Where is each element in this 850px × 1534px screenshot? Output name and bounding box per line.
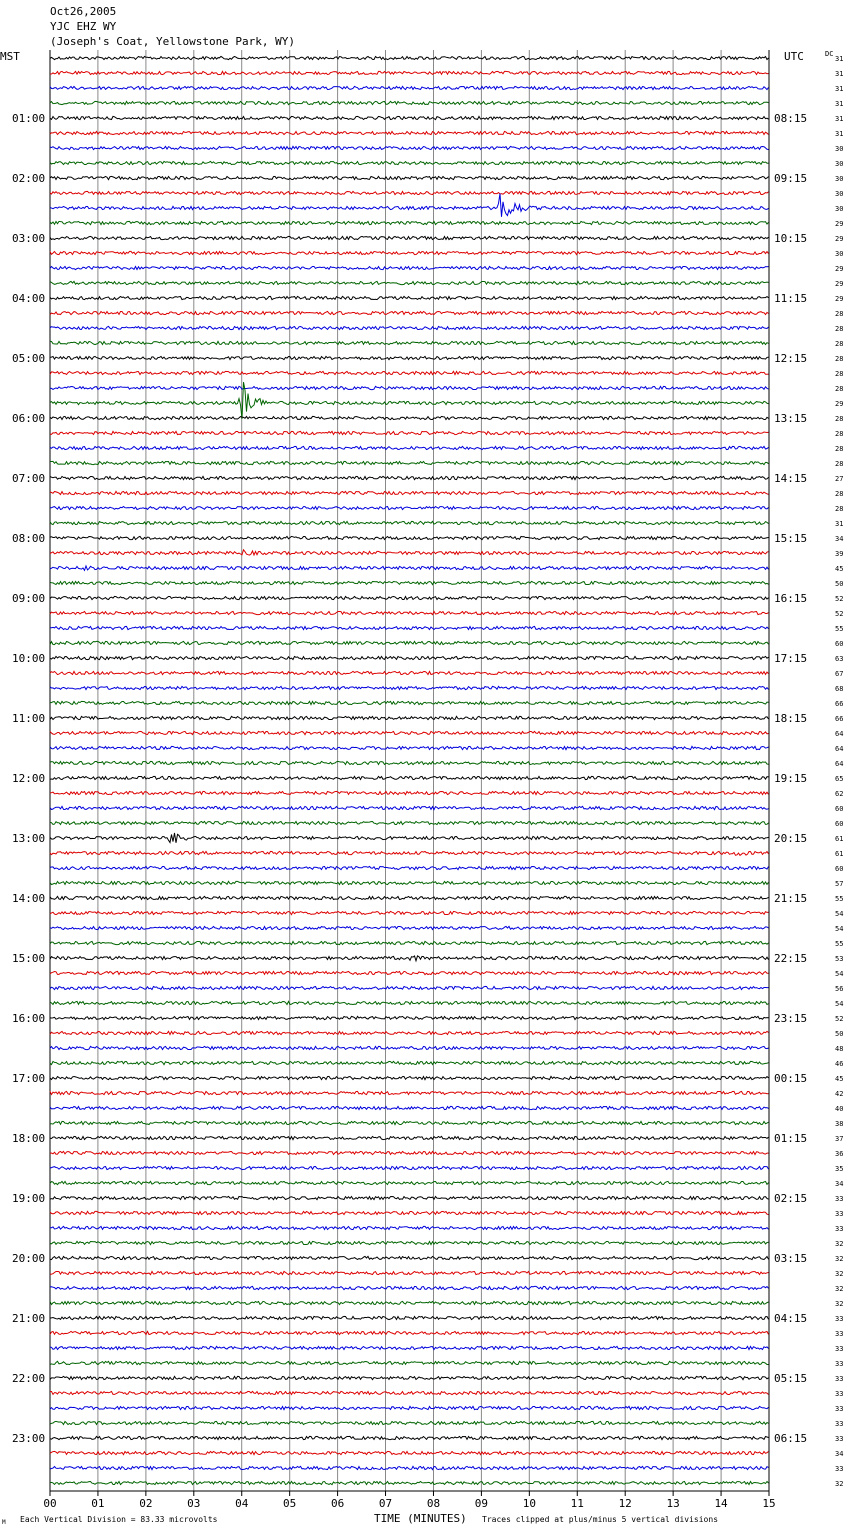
trace-50 [50,791,769,794]
scale-note: Each Vertical Division = 83.33 microvolts [20,1515,218,1524]
trace-35 [50,566,769,570]
trace-58 [50,911,769,914]
dc-value: 32 [835,1270,844,1278]
trace-78 [50,1211,769,1214]
trace-34 [50,550,769,555]
dc-value: 60 [835,820,844,828]
dc-value: 33 [835,1345,844,1353]
trace-46 [50,731,769,734]
x-tick-label: 12 [618,1497,632,1510]
trace-41 [50,656,769,659]
x-tick-label: 15 [762,1497,776,1510]
right-hour-label: 19:15 [774,772,808,785]
trace-39 [50,626,769,629]
dc-value: 37 [835,1135,844,1143]
dc-value: 33 [835,1225,844,1233]
dc-value: 28 [835,460,844,468]
trace-1 [50,56,769,59]
x-tick-label: 03 [187,1497,201,1510]
dc-value: 53 [835,955,844,963]
dc-value: 34 [835,1450,844,1458]
right-hour-label: 09:15 [774,172,808,185]
dc-value: 32 [835,1240,844,1248]
trace-12 [50,221,769,224]
trace-94 [50,1451,769,1454]
dc-value: 45 [835,1075,844,1083]
trace-54 [50,851,769,855]
left-hour-label: 21:00 [12,1312,46,1325]
dc-value: 48 [835,1045,844,1053]
dc-value: 35 [835,1165,844,1173]
x-tick-label: 01 [91,1497,105,1510]
dc-value: 28 [835,370,844,378]
trace-14 [50,251,769,254]
right-hour-label: 23:15 [774,1012,808,1025]
left-hour-label: 18:00 [12,1132,46,1145]
left-hour-label: 13:00 [12,832,46,845]
dc-value: 61 [835,835,844,843]
dc-value: 30 [835,205,844,213]
dc-value: 32 [835,1255,844,1263]
trace-18 [50,311,769,314]
dc-value: 33 [835,1405,844,1413]
dc-value: 29 [835,280,844,288]
dc-value: 29 [835,400,844,408]
right-hour-label: 18:15 [774,712,808,725]
x-tick-label: 10 [522,1497,536,1510]
right-hour-label: 16:15 [774,592,808,605]
dc-value: 56 [835,985,844,993]
dc-value: 50 [835,580,844,588]
left-hour-label: 23:00 [12,1432,46,1445]
right-hour-label: 06:15 [774,1432,808,1445]
dc-value: 28 [835,355,844,363]
dc-value: 60 [835,805,844,813]
trace-15 [50,266,769,269]
station-code: YJC EHZ WY [50,20,117,33]
x-tick-label: 02 [139,1497,153,1510]
trace-64 [50,1001,769,1004]
trace-20 [50,341,769,344]
left-hour-label: 14:00 [12,892,46,905]
dc-value: 29 [835,265,844,273]
dc-value: 60 [835,640,844,648]
trace-65 [50,1016,769,1019]
dc-value: 67 [835,670,844,678]
trace-91 [50,1406,769,1409]
x-tick-label: 00 [43,1497,57,1510]
trace-93 [50,1436,769,1439]
trace-61 [50,956,769,961]
trace-23 [50,386,769,389]
dc-value: 52 [835,610,844,618]
x-tick-label: 09 [474,1497,489,1510]
dc-value: 28 [835,505,844,513]
trace-82 [50,1271,769,1274]
right-axis-title: UTC [784,50,804,63]
right-hour-label: 10:15 [774,232,808,245]
dc-value: 31 [835,115,844,123]
dc-value: 54 [835,1000,844,1008]
dc-value: 54 [835,910,844,918]
trace-26 [50,431,769,434]
dc-value: 33 [835,1420,844,1428]
trace-53 [50,833,769,843]
trace-32 [50,521,769,524]
dc-value: 33 [835,1375,844,1383]
trace-66 [50,1031,769,1034]
trace-38 [50,611,769,614]
dc-value: 55 [835,940,844,948]
right-hour-labels [774,112,807,1445]
left-hour-label: 02:00 [12,172,46,185]
corner-mark: M [2,1519,6,1526]
right-hour-label: 01:15 [774,1132,808,1145]
trace-62 [50,971,769,974]
dc-value: 31 [835,85,844,93]
dc-value: 27 [835,475,844,483]
trace-4 [50,101,769,104]
trace-96 [50,1481,769,1484]
left-hour-label: 03:00 [12,232,46,245]
trace-68 [50,1061,769,1064]
left-hour-label: 10:00 [12,652,46,665]
dc-value: 63 [835,655,844,663]
dc-value: 33 [835,1435,844,1443]
trace-22 [50,371,769,374]
dc-value: 29 [835,220,844,228]
left-hour-label: 16:00 [12,1012,46,1025]
trace-90 [50,1391,769,1394]
time-axis [43,1491,775,1510]
left-hour-label: 08:00 [12,532,46,545]
x-tick-label: 06 [330,1497,345,1510]
trace-85 [50,1316,769,1319]
left-hour-labels [12,112,45,1445]
dc-value: 52 [835,1015,844,1023]
right-hour-label: 05:15 [774,1372,808,1385]
dc-value: 34 [835,1180,844,1188]
dc-value: 28 [835,310,844,318]
trace-56 [50,881,769,884]
dc-value: 33 [835,1195,844,1203]
trace-76 [50,1181,769,1184]
dc-value: 54 [835,925,844,933]
trace-87 [50,1346,769,1349]
dc-value: 31 [835,130,844,138]
dc-value: 28 [835,490,844,498]
dc-value: 30 [835,250,844,258]
trace-3 [50,86,769,89]
right-hour-label: 21:15 [774,892,808,905]
right-hour-label: 22:15 [774,952,808,965]
dc-value: 32 [835,1480,844,1488]
trace-2 [50,71,769,74]
dc-value: 28 [835,385,844,393]
trace-6 [50,131,769,134]
trace-80 [50,1241,769,1244]
right-hour-label: 11:15 [774,292,808,305]
dc-column-title: DC [825,50,834,58]
trace-45 [50,716,769,719]
plot-date: Oct26,2005 [50,5,117,18]
left-hour-label: 19:00 [12,1192,46,1205]
trace-75 [50,1166,769,1169]
dc-value: 31 [835,55,844,63]
dc-value: 28 [835,445,844,453]
minute-gridlines [50,50,769,1491]
dc-value: 65 [835,775,844,783]
trace-71 [50,1106,769,1109]
dc-value: 28 [835,415,844,423]
x-tick-label: 05 [283,1497,297,1510]
left-hour-label: 01:00 [12,112,46,125]
dc-value: 33 [835,1315,844,1323]
trace-10 [50,191,769,194]
trace-83 [50,1286,769,1289]
trace-37 [50,596,769,599]
trace-43 [50,686,769,689]
dc-value: 33 [835,1210,844,1218]
trace-70 [50,1091,769,1094]
trace-60 [50,941,769,944]
trace-5 [50,116,769,119]
trace-47 [50,746,769,749]
dc-value: 32 [835,1300,844,1308]
station-location: (Joseph's Coat, Yellowstone Park, WY) [50,35,296,48]
trace-21 [50,356,769,359]
x-tick-label: 11 [570,1497,584,1510]
trace-11 [50,194,769,217]
dc-value: 29 [835,235,844,243]
left-hour-label: 11:00 [12,712,46,725]
x-axis-title: TIME (MINUTES) [374,1512,467,1525]
trace-59 [50,926,769,929]
left-hour-label: 05:00 [12,352,46,365]
clip-note: Traces clipped at plus/minus 5 vertical divisions [482,1515,719,1524]
dc-value: 64 [835,745,844,753]
dc-value: 30 [835,190,844,198]
right-hour-label: 08:15 [774,112,808,125]
x-tick-label: 13 [666,1497,680,1510]
dc-value: 68 [835,685,844,693]
dc-value: 31 [835,520,844,528]
trace-25 [50,416,769,419]
trace-40 [50,641,769,644]
trace-74 [50,1151,769,1154]
dc-value: 66 [835,715,844,723]
dc-value: 34 [835,535,844,543]
trace-30 [50,491,769,494]
dc-value: 38 [835,1120,844,1128]
dc-value: 55 [835,625,844,633]
dc-value: 57 [835,880,844,888]
trace-84 [50,1301,769,1304]
dc-value: 28 [835,430,844,438]
dc-value: 50 [835,1030,844,1038]
seismic-traces [50,56,769,1484]
trace-36 [50,581,769,584]
right-hour-label: 00:15 [774,1072,808,1085]
trace-9 [50,176,769,179]
x-tick-label: 08 [426,1497,441,1510]
left-axis-title: MST [0,50,20,63]
trace-72 [50,1121,769,1124]
left-hour-label: 22:00 [12,1372,46,1385]
trace-88 [50,1361,769,1364]
trace-57 [50,896,769,899]
trace-77 [50,1196,769,1199]
trace-31 [50,506,769,509]
right-hour-label: 13:15 [774,412,808,425]
left-hour-label: 07:00 [12,472,46,485]
dc-value: 64 [835,730,844,738]
dc-value: 64 [835,760,844,768]
dc-value: 61 [835,850,844,858]
dc-value: 60 [835,865,844,873]
left-hour-label: 04:00 [12,292,46,305]
x-tick-label: 04 [235,1497,249,1510]
left-hour-label: 06:00 [12,412,46,425]
trace-19 [50,326,769,329]
right-hour-label: 17:15 [774,652,808,665]
dc-value: 31 [835,100,844,108]
dc-value: 55 [835,895,844,903]
dc-value: 54 [835,970,844,978]
left-hour-label: 09:00 [12,592,46,605]
trace-52 [50,821,769,824]
dc-value: 62 [835,790,844,798]
dc-value: 36 [835,1150,844,1158]
right-hour-label: 20:15 [774,832,808,845]
left-hour-label: 12:00 [12,772,46,785]
trace-67 [50,1046,769,1049]
left-hour-label: 20:00 [12,1252,46,1265]
trace-33 [50,536,769,539]
trace-42 [50,671,769,674]
trace-49 [50,776,769,779]
dc-value: 39 [835,550,844,558]
trace-8 [50,161,769,164]
trace-69 [50,1076,769,1079]
trace-81 [50,1256,769,1259]
trace-51 [50,806,769,809]
trace-48 [50,761,769,764]
dc-value: 46 [835,1060,844,1068]
dc-value: 52 [835,595,844,603]
trace-79 [50,1226,769,1229]
trace-27 [50,446,769,449]
trace-28 [50,461,769,464]
right-hour-label: 12:15 [774,352,808,365]
right-hour-label: 15:15 [774,532,808,545]
dc-value: 45 [835,565,844,573]
trace-55 [50,866,769,869]
dc-value: 31 [835,70,844,78]
dc-value: 30 [835,160,844,168]
right-hour-label: 04:15 [774,1312,808,1325]
trace-7 [50,146,769,149]
dc-value: 33 [835,1465,844,1473]
dc-value: 28 [835,340,844,348]
trace-95 [50,1466,769,1469]
trace-92 [50,1421,769,1424]
trace-16 [50,281,769,284]
dc-value: 40 [835,1105,844,1113]
right-hour-label: 03:15 [774,1252,808,1265]
x-tick-label: 07 [378,1497,393,1510]
right-hour-label: 02:15 [774,1192,808,1205]
left-hour-label: 17:00 [12,1072,46,1085]
dc-value: 28 [835,325,844,333]
left-hour-label: 15:00 [12,952,46,965]
trace-86 [50,1331,769,1334]
dc-value: 32 [835,1285,844,1293]
dc-value: 33 [835,1390,844,1398]
trace-17 [50,296,769,299]
dc-value: 42 [835,1090,844,1098]
trace-73 [50,1136,769,1139]
dc-value: 33 [835,1330,844,1338]
dc-value: 30 [835,175,844,183]
right-hour-label: 14:15 [774,472,808,485]
x-tick-label: 14 [714,1497,728,1510]
trace-13 [50,236,769,239]
trace-29 [50,476,769,479]
trace-44 [50,701,769,704]
dc-value: 30 [835,145,844,153]
dc-value: 66 [835,700,844,708]
trace-63 [50,986,769,989]
dc-offset-values [835,55,843,1488]
trace-89 [50,1376,769,1379]
dc-value: 29 [835,295,844,303]
dc-value: 33 [835,1360,844,1368]
